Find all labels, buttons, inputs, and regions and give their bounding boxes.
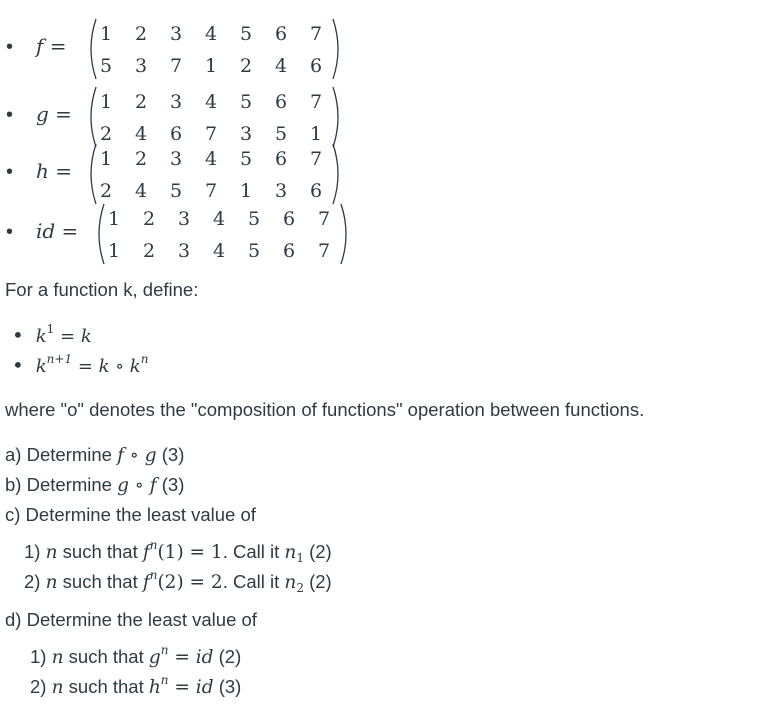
perm-h-lhs: h = — [36, 159, 72, 183]
perm-cell: 3 — [177, 240, 191, 262]
d2-points: (3) — [213, 676, 242, 697]
def1-exp: 1 — [46, 322, 55, 336]
perm-cell: 1 — [99, 91, 113, 113]
perm-id — [0, 203, 380, 265]
def1-rhs: = k — [60, 326, 92, 347]
perm-cell: 4 — [204, 148, 218, 170]
def2-rhs-exp: n — [140, 352, 149, 366]
bullet: • — [12, 353, 24, 377]
d1-mid: such that — [63, 646, 149, 667]
bullet: • — [12, 323, 24, 347]
perm-cell: 1 — [99, 23, 113, 45]
c2-name: n — [284, 572, 297, 593]
c2-points: (2) — [303, 571, 332, 592]
perm-cell: 2 — [239, 55, 253, 77]
perm-cell: 3 — [177, 208, 191, 230]
question-d-label: d) Determine the least value of — [5, 609, 257, 630]
question-a-points: (3) — [156, 444, 185, 465]
perm-f — [0, 18, 380, 80]
c2-sub: 2 — [296, 581, 304, 595]
paren-right — [340, 203, 352, 265]
perm-cell: 2 — [142, 240, 156, 262]
c1-exp: n — [149, 538, 158, 552]
perm-cell: 6 — [309, 180, 323, 202]
perm-cell: 2 — [134, 91, 148, 113]
def2-rhs: = k ∘ k — [77, 356, 141, 377]
perm-cell: 2 — [99, 123, 113, 145]
perm-cell: 7 — [309, 91, 323, 113]
paren-right — [332, 143, 344, 205]
perm-cell: 7 — [317, 240, 331, 262]
perm-f-lhs: f = — [36, 34, 67, 58]
paren-right — [332, 86, 344, 148]
question-b-points: (3) — [156, 474, 185, 495]
question-d2 — [30, 668, 241, 700]
c1-f: f — [142, 542, 150, 563]
c1-arg: (1) = 1 — [157, 542, 223, 563]
perm-cell: 7 — [204, 123, 218, 145]
perm-cell: 6 — [169, 123, 183, 145]
d2-exp: n — [160, 673, 169, 687]
perm-cell: 4 — [212, 208, 226, 230]
perm-g — [0, 86, 380, 148]
definition-k1 — [12, 322, 92, 347]
question-d1 — [30, 638, 241, 670]
c1-n: n — [45, 542, 58, 563]
perm-cell: 4 — [134, 180, 148, 202]
def1-base: k — [35, 326, 47, 347]
perm-cell: 7 — [309, 148, 323, 170]
perm-cell: 5 — [239, 148, 253, 170]
perm-cell: 5 — [239, 23, 253, 45]
perm-cell: 3 — [239, 123, 253, 145]
bullet: • — [6, 221, 14, 243]
perm-cell: 3 — [169, 148, 183, 170]
perm-cell: 3 — [169, 91, 183, 113]
perm-cell: 2 — [142, 208, 156, 230]
perm-cell: 3 — [274, 180, 288, 202]
paren-right — [332, 18, 344, 80]
question-b-prefix: b) Determine — [5, 474, 118, 495]
c1-mid: such that — [57, 541, 143, 562]
question-b-math: g ∘ f — [117, 475, 157, 496]
perm-id-lhs: id = — [36, 219, 79, 243]
perm-cell: 5 — [247, 240, 261, 262]
c2-num: 2) — [24, 571, 46, 592]
perm-cell: 3 — [134, 55, 148, 77]
question-c-label: c) Determine the least value of — [5, 504, 256, 525]
perm-cell: 7 — [169, 55, 183, 77]
d2-mid: such that — [63, 676, 149, 697]
perm-cell: 6 — [274, 23, 288, 45]
perm-cell: 7 — [309, 23, 323, 45]
perm-cell: 5 — [247, 208, 261, 230]
question-b — [5, 473, 184, 498]
bullet: • — [6, 36, 14, 58]
perm-cell: 3 — [169, 23, 183, 45]
perm-cell: 4 — [204, 91, 218, 113]
perm-cell: 6 — [309, 55, 323, 77]
perm-cell: 2 — [134, 148, 148, 170]
bullet: • — [6, 161, 14, 183]
def2-exp: n+1 — [46, 352, 73, 366]
define-intro: For a function k, define: — [5, 279, 199, 300]
d2-id: id — [195, 677, 214, 698]
c2-exp: n — [149, 568, 158, 582]
question-a-math: f ∘ g — [117, 445, 157, 466]
d1-n: n — [51, 647, 64, 668]
perm-cell: 4 — [204, 23, 218, 45]
c2-mid: such that — [57, 571, 143, 592]
question-a — [5, 443, 184, 468]
perm-cell: 6 — [274, 91, 288, 113]
c1-num: 1) — [24, 541, 46, 562]
perm-cell: 4 — [212, 240, 226, 262]
d2-f: h — [148, 677, 161, 698]
perm-cell: 7 — [204, 180, 218, 202]
perm-cell: 5 — [169, 180, 183, 202]
perm-cell: 5 — [274, 123, 288, 145]
question-c2 — [24, 563, 332, 600]
perm-cell: 1 — [239, 180, 253, 202]
d1-points: (2) — [213, 646, 242, 667]
c2-f: f — [142, 572, 150, 593]
d1-eq: = — [168, 647, 196, 668]
c2-tail: . Call it — [222, 571, 285, 592]
d2-num: 2) — [30, 676, 52, 697]
c2-arg: (2) = 2 — [157, 572, 223, 593]
d2-eq: = — [168, 677, 196, 698]
perm-cell: 6 — [282, 208, 296, 230]
perm-cell: 4 — [274, 55, 288, 77]
perm-cell: 1 — [309, 123, 323, 145]
perm-cell: 1 — [99, 148, 113, 170]
d1-exp: n — [160, 643, 169, 657]
perm-cell: 2 — [99, 180, 113, 202]
perm-g-lhs: g = — [36, 102, 72, 126]
c1-points: (2) — [303, 541, 332, 562]
perm-cell: 7 — [317, 208, 331, 230]
perm-h — [0, 143, 380, 205]
c1-name: n — [284, 542, 297, 563]
perm-cell: 1 — [204, 55, 218, 77]
c2-n: n — [45, 572, 58, 593]
perm-cell: 6 — [274, 148, 288, 170]
c1-sub: 1 — [296, 551, 304, 565]
def2-base: k — [35, 356, 47, 377]
where-text: where "o" denotes the "composition of functions" operation between functions. — [5, 399, 645, 420]
perm-cell: 4 — [134, 123, 148, 145]
bullet: • — [6, 104, 14, 126]
d1-num: 1) — [30, 646, 52, 667]
d2-n: n — [51, 677, 64, 698]
perm-cell: 5 — [99, 55, 113, 77]
perm-cell: 1 — [107, 240, 121, 262]
perm-cell: 6 — [282, 240, 296, 262]
d1-id: id — [195, 647, 214, 668]
perm-cell: 1 — [107, 208, 121, 230]
definition-kn1 — [12, 352, 148, 377]
c1-tail: . Call it — [222, 541, 285, 562]
d1-f: g — [148, 647, 161, 668]
perm-cell: 2 — [134, 23, 148, 45]
perm-cell: 5 — [239, 91, 253, 113]
question-a-prefix: a) Determine — [5, 444, 118, 465]
